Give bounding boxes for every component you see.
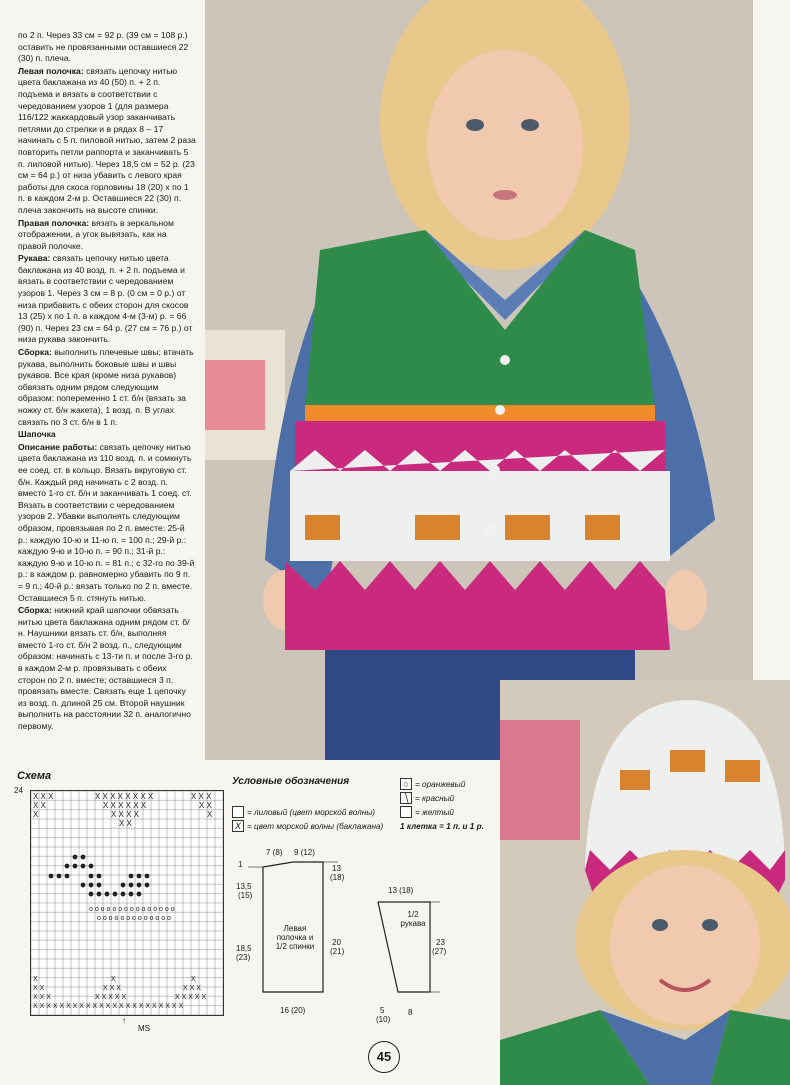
front-bottom: 16 (20) xyxy=(280,1006,306,1015)
legend-lilac: = лиловый (цвет морской волны) xyxy=(232,806,375,818)
sleeve-pattern xyxy=(370,880,470,1030)
svg-text:X: X xyxy=(207,810,213,819)
work-section xyxy=(18,442,196,604)
x-square-icon: X xyxy=(232,820,244,832)
front-right-a: 13 xyxy=(332,864,341,873)
svg-text:X X X: X X X xyxy=(33,994,51,1001)
assembly2-section xyxy=(18,605,196,733)
hat-photo xyxy=(500,680,790,1085)
svg-text:X X X: X X X xyxy=(183,985,201,992)
sleeves-section xyxy=(18,253,196,346)
chart-grid xyxy=(30,790,224,1016)
right-front-heading: Правая полочка: xyxy=(18,217,90,228)
svg-text:X X X X: X X X X xyxy=(111,810,140,819)
schema-title: Схема xyxy=(17,770,52,782)
girl-vest-illustration xyxy=(205,0,753,760)
front-top-a: 7 (8) xyxy=(266,848,283,857)
front-label: Левая полочка и 1/2 спинки xyxy=(275,924,315,951)
front-left-a: 13,5 xyxy=(236,882,252,891)
circle-square-icon: ○ xyxy=(400,778,412,790)
front-left-b2: (23) xyxy=(236,953,251,962)
assembly2-heading: Сборка: xyxy=(18,605,52,616)
left-front-section xyxy=(18,66,196,217)
svg-text:X X: X X xyxy=(33,985,45,992)
svg-text:o o o o o o o o o o o o o o o: o o o o o o o o o o o o o o o xyxy=(89,906,175,913)
work-body: связать цепочку нитью цвета баклажана из 110 возд. п. и сомкнуть ее соед. ст. в кольцо. Вязать вкруговую ст. б/н. Каждый ряд начинать с 2 возд. п. вместо 1-го ст. б/н и заканчивать 1 соед. ст. Вязать в соответствии с чередованием узоров 2. Убавки выполнять следующим образом, провязывая по 2 п. вместе: 25-й р.: каждую 10-ю и 11-ю п. = 100 п.; 29-й р.: каждую 9-ю и 10-ю п. = 90 п.; 31-й р.: каждую 9-ю и 10-ю п. = 81 п.; с 32-го по 39-й р.: в каждом р. равномерно убавить по 9 п. = 9 п.; 40-й р.: вязать только по 2 п. вместе. Оставшиеся 5 п. стянуть нитью. xyxy=(18,441,195,603)
sleeve-pattern-outline xyxy=(370,880,470,1030)
dot-square-icon xyxy=(400,806,412,818)
svg-text:X X X X X X: X X X X X X xyxy=(103,801,147,810)
text-paragraph: по 2 п. Через 33 см = 92 р. (39 см = 108 р.) оставить не провязанными оставшиеся 22 (30) п. плеча. xyxy=(18,30,189,64)
left-front-body: связать цепочку нитью цвета баклажана из 40 (50) п. + 2 п. подъема и вязать в соответствии с чередованием узоров 1 (для размера 116/122 жаккардовый узор заканчивать петлями до стрелки и в рядах 8 – 17 начинать с 5 п. пиловой нитью, затем 2 раза повторить петли раппорта и заканчивать 5 п. лиловой нитью). Через 18,5 см = 52 р. (23 см = 64 р.) от низа убавить с левого края работы для скоса горловины 18 (20) х по 1 п. в каждом 2-м р. Оставшиеся 22 (30) п. плеча закончить на высоте спинки. xyxy=(18,65,196,215)
front-pattern xyxy=(228,842,368,1032)
svg-text:X X X: X X X xyxy=(33,792,54,801)
left-front-heading: Левая полочка: xyxy=(18,65,84,76)
sleeves-heading: Рукава: xyxy=(18,253,51,264)
chart-cells xyxy=(31,791,223,1015)
svg-text:X X X X X: X X X X X xyxy=(95,994,127,1001)
svg-text:X: X xyxy=(33,810,39,819)
legend-yellow: = желтый xyxy=(400,806,454,818)
assembly2-body: нижний край шапочки обвязать нитью цвета баклажана одним рядом ст. б/н. Наушники вязать ст. б/н, выполняя вместо 1-го ст. б/н 2 возд. п., следующим образом: начинать с 13-ти п. и после 3-го р. в каждом 2-м р. провязывать с обеих сторон по 2 п. вместе; оставшиеся 3 п. провязать вместе. Связать еще 1 цепочку из возд. п. длиной 25 см. Второй наушник выполнить на расстоянии 32 п. аналогично первому. xyxy=(18,605,193,732)
front-one: 1 xyxy=(238,860,243,869)
sleeve-right-a2: (27) xyxy=(432,947,447,956)
diagonal-square-icon: ╲ xyxy=(400,792,412,804)
row-label-top: 24 xyxy=(14,786,23,795)
front-left-b: 18,5 xyxy=(236,944,252,953)
legend-orange: ○ = оранжевый xyxy=(400,778,465,790)
start-arrow-icon: ↑ xyxy=(122,1016,126,1025)
sleeve-bottom-b: 8 xyxy=(408,1008,413,1017)
page-number: 45 xyxy=(368,1041,400,1073)
sleeve-bottom-a: 5 xyxy=(380,1006,385,1015)
sleeve-right-a: 23 xyxy=(436,938,445,947)
sleeve-label: 1/2 рукава xyxy=(400,910,426,928)
svg-text:X: X xyxy=(111,976,116,983)
front-left-a2: (15) xyxy=(238,891,253,900)
assembly-section xyxy=(18,347,196,428)
front-right-b: 20 xyxy=(332,938,341,947)
legend-title: Условные обозначения xyxy=(232,776,350,787)
hat-heading: Шапочка xyxy=(18,429,56,440)
assembly-heading: Сборка: xyxy=(18,347,52,358)
sleeve-bottom-a2: (10) xyxy=(376,1015,391,1024)
legend-dark: X = цвет морской волны (баклажана) xyxy=(232,820,383,832)
girl-hat-illustration xyxy=(500,680,790,1085)
svg-text:X X X X X X X X X X X X X X X: X X X X X X X X X X X X X X X X X X X X X X X xyxy=(33,1003,184,1010)
svg-text:X X X: X X X xyxy=(103,985,121,992)
knitting-chart xyxy=(14,784,224,1034)
main-photo xyxy=(205,0,753,760)
svg-text:X: X xyxy=(33,976,38,983)
right-front-body: вязать в зеркальном отображении, а угок вывязать, как на правой полочке. xyxy=(18,217,174,251)
svg-text:X X X X X X X X: X X X X X X X X xyxy=(95,792,154,801)
sleeves-body: связать цепочку нитью цвета баклажана из 40 возд. п. + 2 п. подъема и вязать в соответствии с чередованием узоров 1. Через 3 см = 8 р. (0 см = 0 р.) от низа прибавить с обеих сторон для скосов 13 (25) х по 1 п. в каждом 4-м (3-м) р. = 66 (90) п. Через 23 см = 64 р. (27 см = 76 р.) от низа рукава закончить. xyxy=(18,253,193,345)
blank-square-icon xyxy=(232,806,244,818)
svg-text:X X X: X X X xyxy=(191,792,212,801)
legend-cell: 1 клетка = 1 п. и 1 р. xyxy=(400,822,484,831)
assembly-body: выполнить плечевые швы; втачать рукава, выполнить боковые швы и швы рукавов. Все края (кроме низа рукавов) обвязать одним рядом следующим образом: попеременно 1 ст. б/н (вязать за ножку ст. б/н жакета), 1 возд. п. В углах связать по 3 ст. б/н в 1 п. xyxy=(18,347,194,427)
right-front-section xyxy=(18,218,196,253)
svg-text:o o o o o o o o o o o o o: o o o o o o o o o o o o o xyxy=(97,915,171,922)
front-right-a2: (18) xyxy=(330,873,345,882)
svg-text:X: X xyxy=(191,976,196,983)
ms-label: MS xyxy=(138,1024,150,1033)
svg-text:X X: X X xyxy=(119,819,132,828)
svg-text:X X: X X xyxy=(33,801,46,810)
front-top-b: 9 (12) xyxy=(294,848,315,857)
instructions-column xyxy=(18,30,196,734)
svg-text:X X X X X: X X X X X xyxy=(175,994,207,1001)
front-right-b2: (21) xyxy=(330,947,345,956)
svg-text:X X: X X xyxy=(199,801,212,810)
work-heading: Описание работы: xyxy=(18,441,98,452)
legend-red: ╲ = красный xyxy=(400,792,454,804)
sleeve-top: 13 (18) xyxy=(388,886,414,895)
